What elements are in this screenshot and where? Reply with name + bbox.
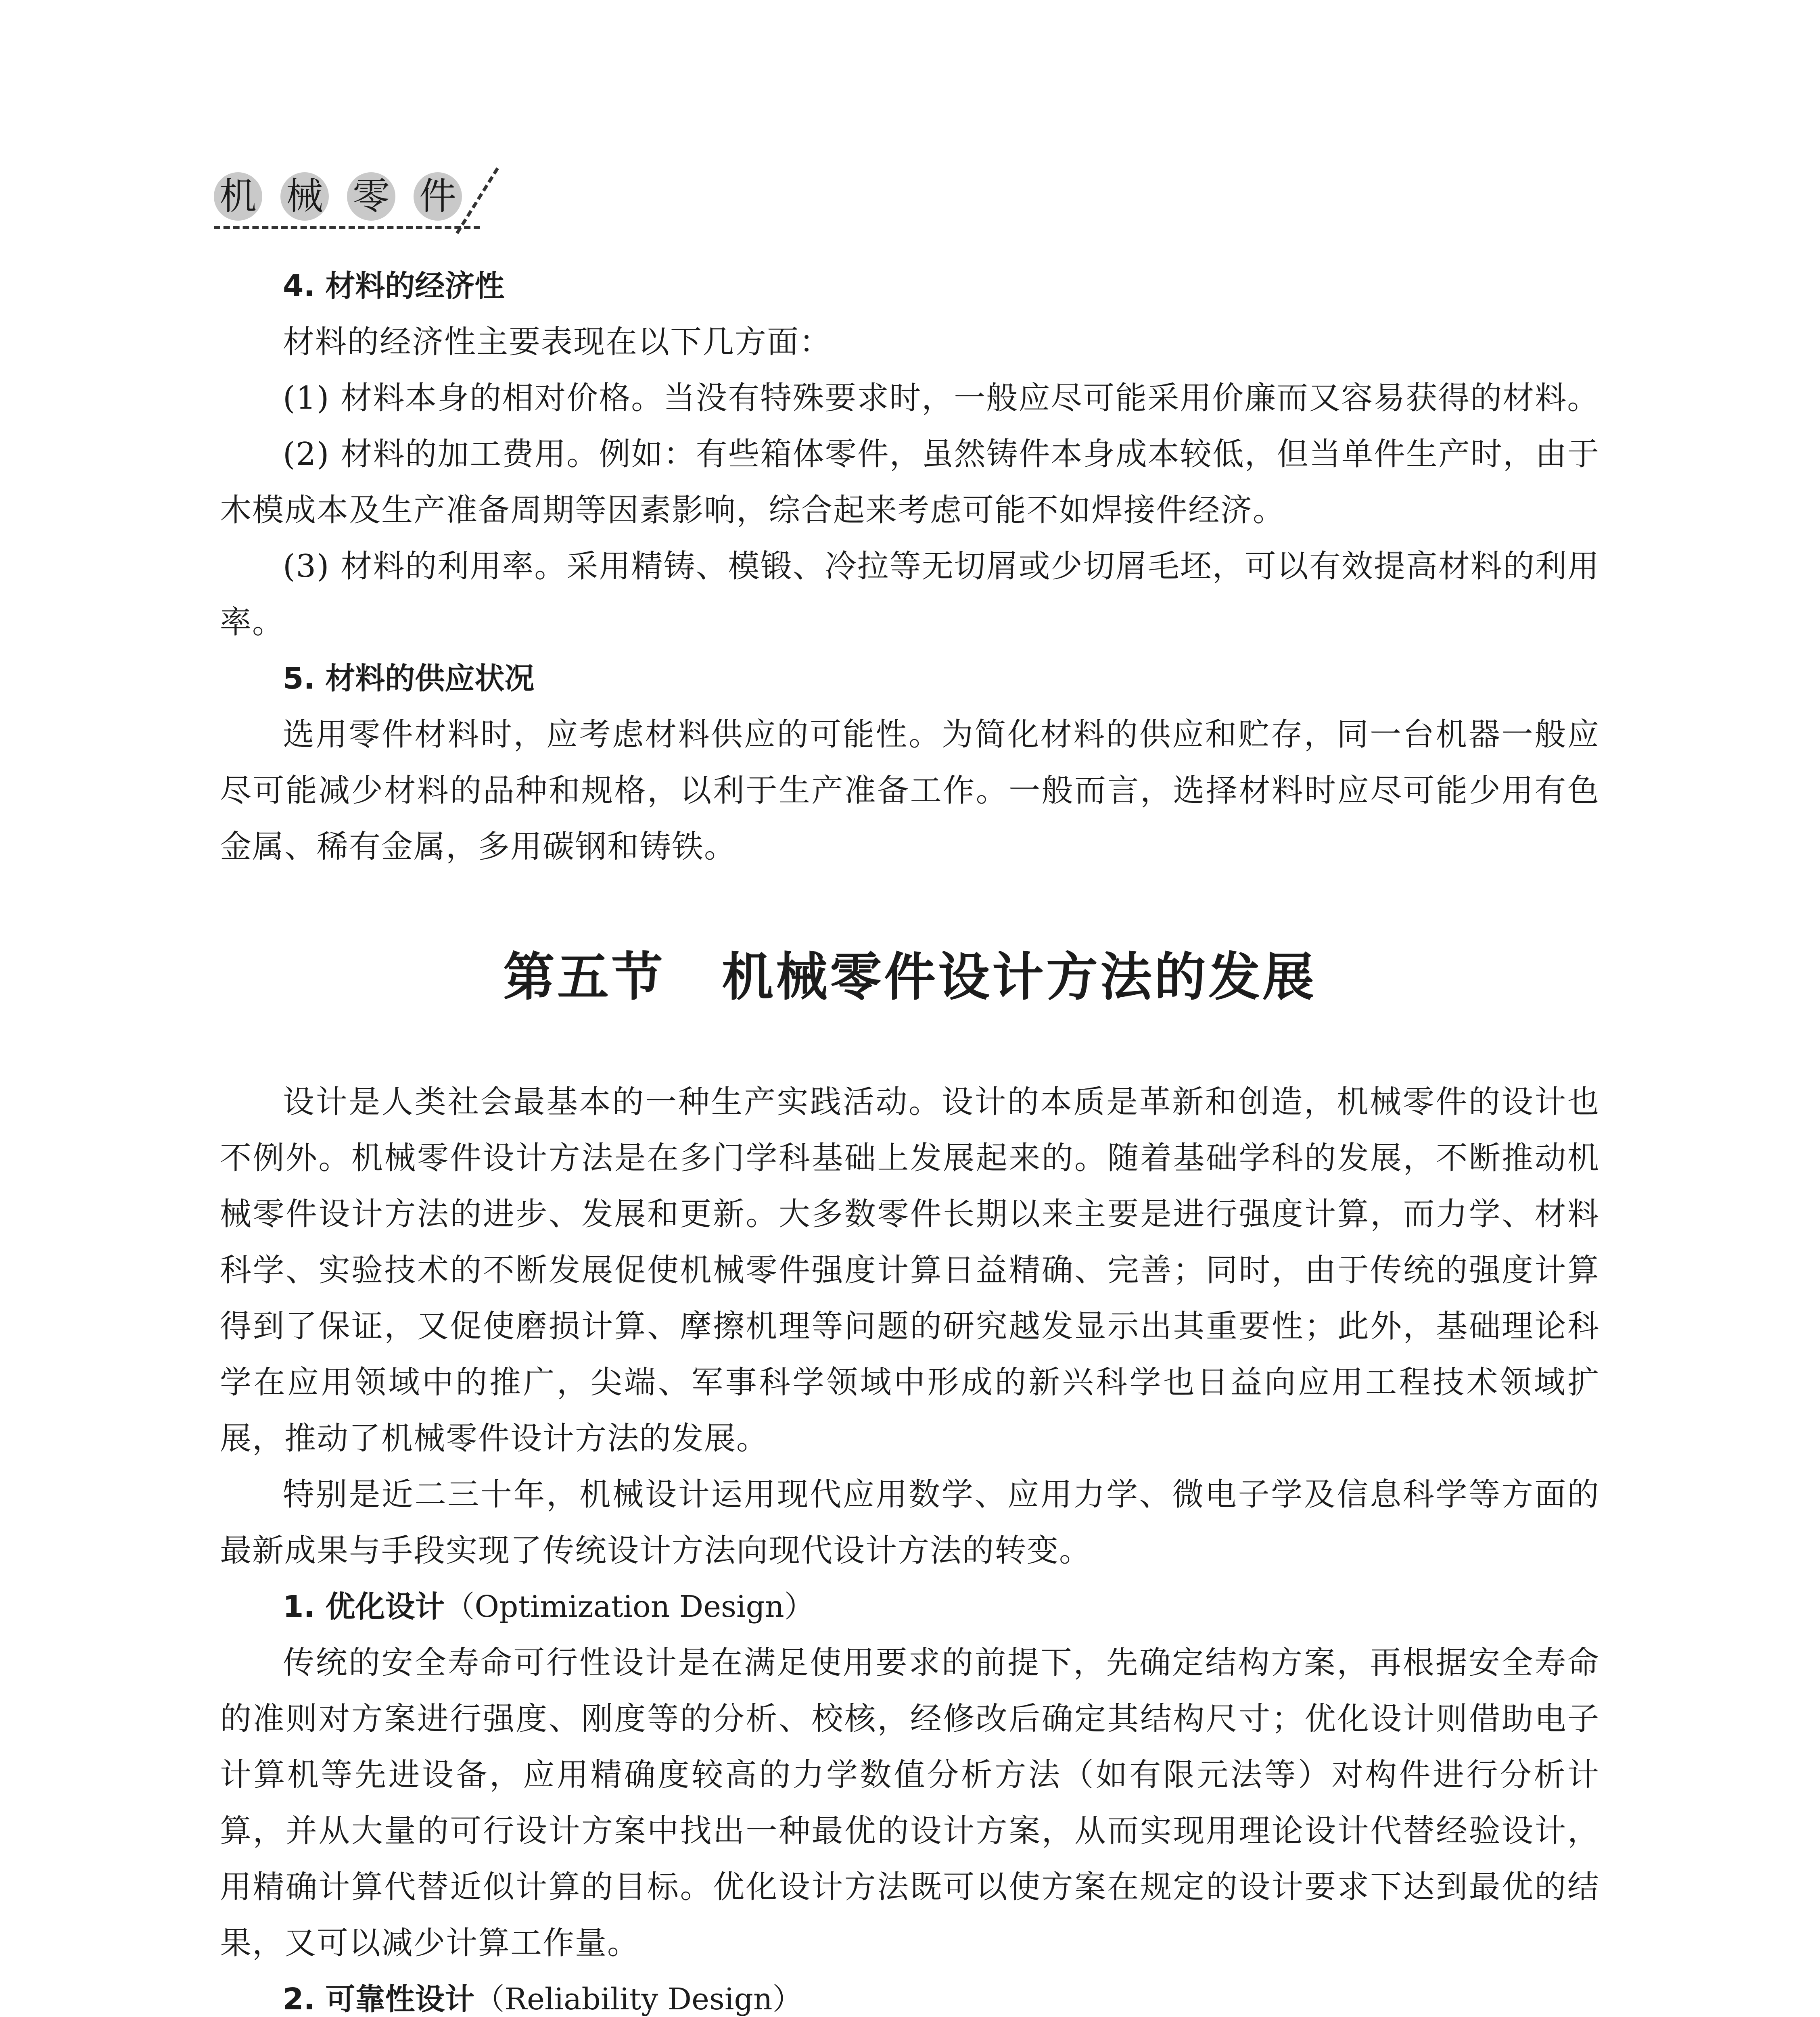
paragraph-supply: 选用零件材料时，应考虑材料供应的可能性。为简化材料的供应和贮存，同一台机器一般应尽可能减少材料的品种和规格，以利于生产准备工作。一般而言，选择材料时应尽可能少用有色金属、稀有金属，多用碳钢和铸铁。: [220, 716, 1600, 865]
page-body: [220, 258, 1600, 2017]
running-header: [214, 155, 529, 236]
header-dashed-slash: [456, 167, 499, 234]
header-char-3: 零: [347, 172, 395, 221]
paragraph-optimization: 传统的安全寿命可行性设计是在满足使用要求的前提下，先确定结构方案，再根据安全寿命的准则对方案进行强度、刚度等的分析、校核，经修改后确定其结构尺寸；优化设计则借助电子计算机等先进设备，应用精确度较高的力学数值分析方法（如有限元法等）对构件进行分析计算，并从大量的可行设计方案中找出一种最优的设计方案，从而实现用理论设计代替经验设计，用精确计算代替近似计算的目标。优化设计方法既可以使方案在规定的设计要求下达到最优的结果，又可以减少计算工作量。: [220, 1645, 1600, 1961]
subheading-optimization: [220, 1579, 1600, 1635]
subheading-material-economy: 4. 材料的经济性: [283, 269, 505, 303]
subheading-material-supply: 5. 材料的供应状况: [283, 661, 535, 696]
subheading-reliability-cn: 2. 可靠性设计: [283, 1982, 475, 2017]
section-heading: [220, 935, 1600, 1010]
paragraph-design-2: 特别是近二三十年，机械设计运用现代应用数学、应用力学、微电子学及信息科学等方面的最新成果与手段实现了传统设计方法向现代设计方法的转变。: [220, 1476, 1600, 1569]
header-char-4: 件: [414, 172, 462, 221]
header-char-1: 机: [214, 172, 262, 221]
header-dashed-rule: [214, 226, 480, 229]
subheading-optimization-cn: 1. 优化设计: [283, 1589, 445, 1624]
section-label: 第五节: [503, 947, 665, 1007]
section-title: 机械零件设计方法的发展: [722, 947, 1317, 1007]
subheading-reliability-en: （Reliability Design）: [474, 1982, 802, 2017]
paragraph-design-1: 设计是人类社会最基本的一种生产实践活动。设计的本质是革新和创造，机械零件的设计也不例外。机械零件设计方法是在多门学科基础上发展起来的。随着基础学科的发展，不断推动机械零件设计方法的进步、发展和更新。大多数零件长期以来主要是进行强度计算，而力学、材料科学、实验技术的不断发展促使机械零件强度计算日益精确、完善；同时，由于传统的强度计算得到了保证，又促使磨损计算、摩擦机理等问题的研究越发显示出其重要性；此外，基础理论科学在应用领域中的推广，尖端、军事科学领域中形成的新兴科学也日益向应用工程技术领域扩展，推动了机械零件设计方法的发展。: [220, 1084, 1600, 1457]
paragraph-economy-3: (3) 材料的利用率。采用精铸、模锻、冷拉等无切屑或少切屑毛坯，可以有效提高材料的利用率。: [220, 548, 1600, 641]
paragraph-economy-1: (1) 材料本身的相对价格。当没有特殊要求时，一般应尽可能采用价廉而又容易获得的材料。: [283, 380, 1600, 416]
subheading-optimization-en: （Optimization Design）: [445, 1589, 814, 1624]
subheading-reliability: [220, 1971, 1600, 2017]
header-char-2: 械: [280, 172, 329, 221]
paragraph-economy-intro: 材料的经济性主要表现在以下几方面：: [283, 324, 832, 360]
paragraph-economy-2: (2) 材料的加工费用。例如：有些箱体零件，虽然铸件本身成本较低，但当单件生产时，由于木模成本及生产准备周期等因素影响，综合起来考虑可能不如焊接件经济。: [220, 436, 1600, 528]
